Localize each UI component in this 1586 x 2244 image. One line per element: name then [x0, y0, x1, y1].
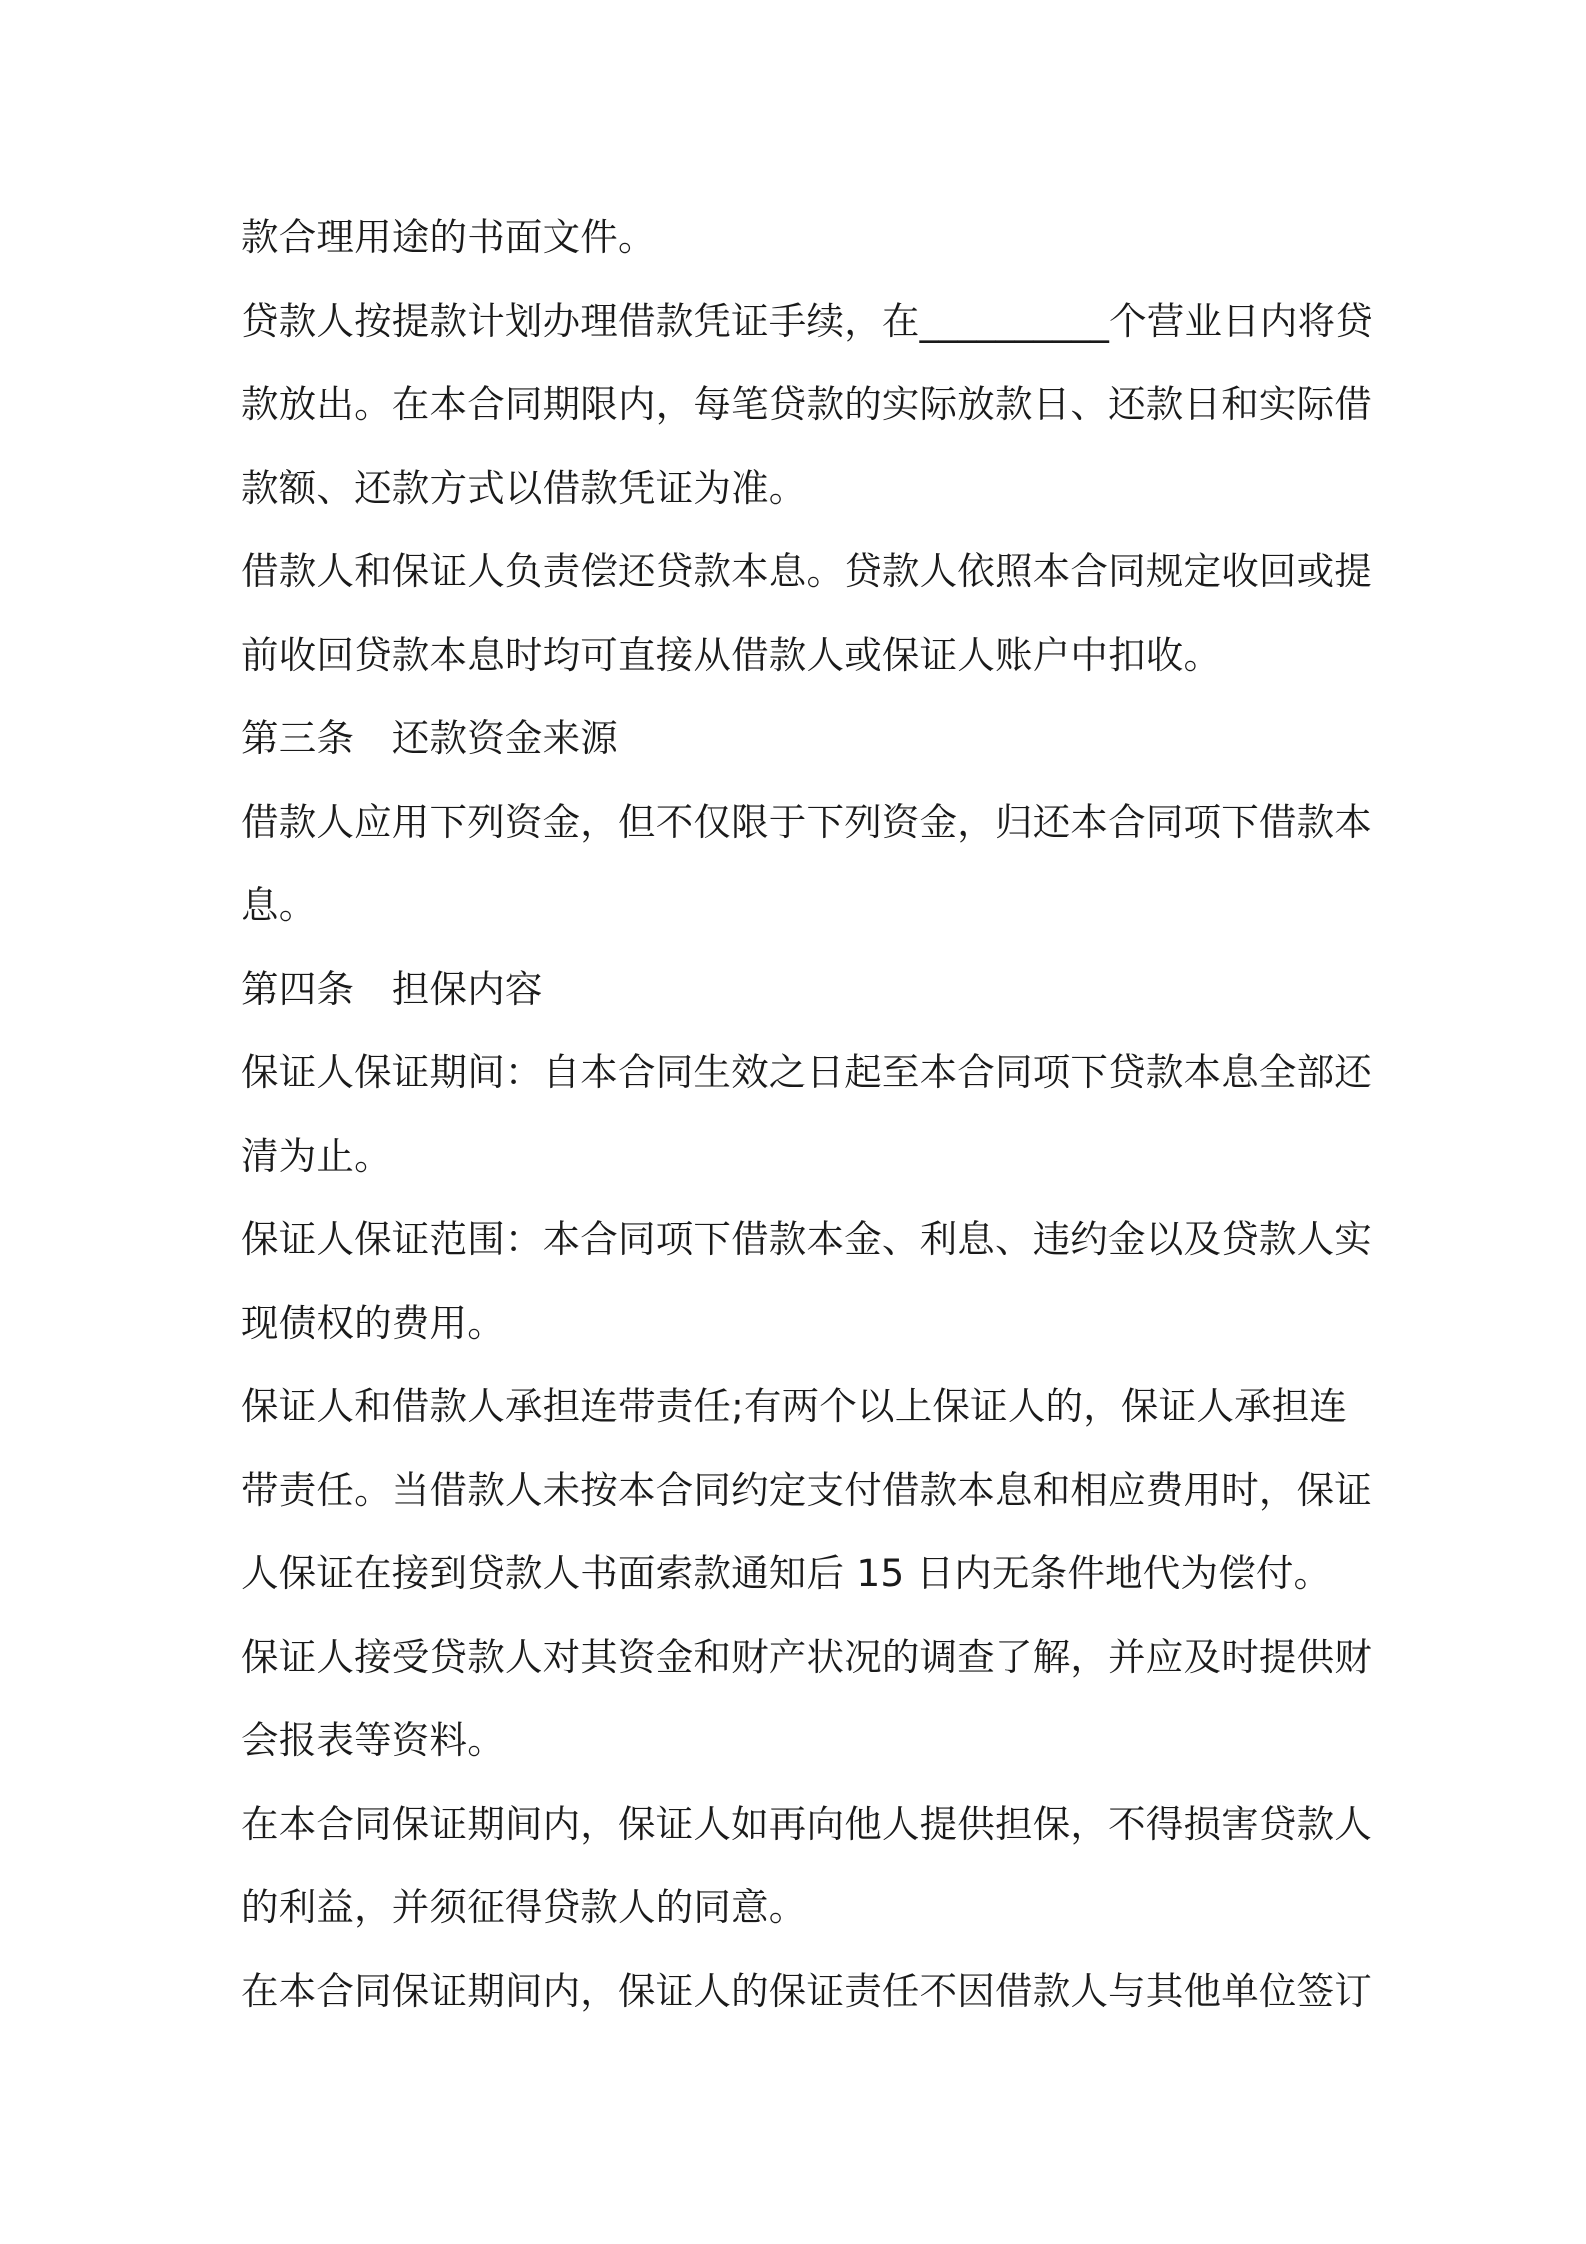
text-line: 前收回贷款本息时均可直接从借款人或保证人账户中扣收。: [241, 632, 1222, 677]
text-line: 清为止。: [241, 1133, 392, 1178]
text-line: 息。: [241, 883, 317, 927]
section-heading: 第四条 担保内容: [241, 966, 543, 1011]
text-line: 在本合同保证期间内，保证人如再向他人提供担保，不得损害贷款人: [241, 1801, 1372, 1846]
document-body: [241, 196, 1373, 2033]
text-line: 保证人和借款人承担连带责任;有两个以上保证人的，保证人承担连: [241, 1384, 1348, 1428]
text-line: 借款人和保证人负责偿还贷款本息。贷款人依照本合同规定收回或提: [241, 549, 1372, 593]
text-line: 在本合同保证期间内，保证人的保证责任不因借款人与其他单位签订: [241, 1968, 1372, 2013]
text-line: 保证人保证范围：本合同项下借款本金、利息、违约金以及贷款人实: [241, 1217, 1372, 1261]
text-line: 借款人应用下列资金，但不仅限于下列资金，归还本合同项下借款本: [241, 799, 1372, 844]
text-line: 贷款人按提款计划办理借款凭证手续，在__________个营业日内将贷: [241, 298, 1373, 343]
section-heading: 第三条 还款资金来源: [241, 716, 618, 760]
text-line: 的利益，并须征得贷款人的同意。: [241, 1885, 807, 1929]
text-line: 会报表等资料。: [241, 1718, 505, 1762]
text-line: 保证人接受贷款人对其资金和财产状况的调查了解，并应及时提供财: [241, 1634, 1372, 1679]
text-line: 款放出。在本合同期限内，每笔贷款的实际放款日、还款日和实际借: [241, 382, 1372, 426]
text-line: 带责任。当借款人未按本合同约定支付借款本息和相应费用时，保证: [241, 1467, 1372, 1512]
text-line: 现债权的费用。: [241, 1300, 505, 1345]
text-line: 款额、还款方式以借款凭证为准。: [241, 465, 807, 510]
text-line: 款合理用途的书面文件。: [241, 215, 656, 259]
text-line: 保证人保证期间：自本合同生效之日起至本合同项下贷款本息全部还: [241, 1050, 1372, 1094]
text-line: 人保证在接到贷款人书面索款通知后 15 日内无条件地代为偿付。: [241, 1551, 1332, 1595]
